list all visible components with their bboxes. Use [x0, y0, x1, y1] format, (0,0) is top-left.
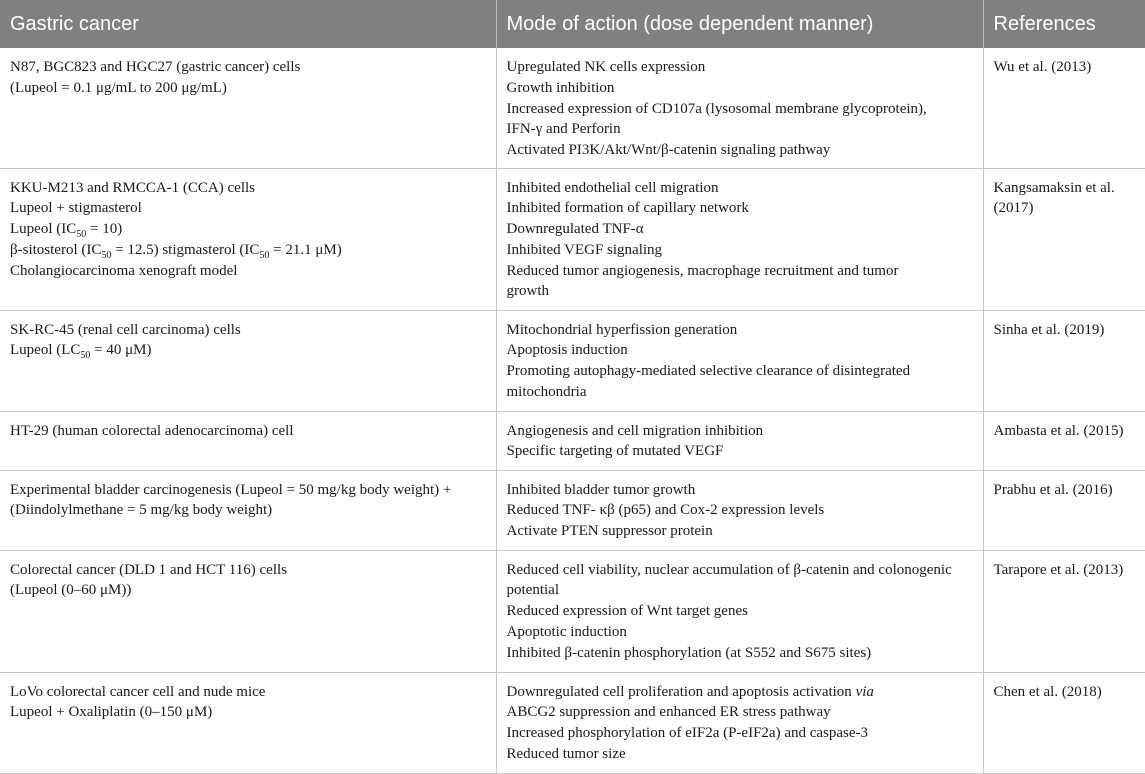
mode-line: Downregulated cell proliferation and apoptosis activation via — [506, 683, 874, 700]
reference-line: Wu et al. (2013) — [993, 59, 1092, 75]
mode-line: Promoting autophagy-mediated selective clearance of disintegrated — [506, 363, 911, 380]
mode-line: Inhibited bladder tumor growth — [506, 481, 696, 498]
table-row — [0, 672, 1145, 773]
mode-line: Downregulated TNF-α — [506, 221, 644, 238]
cancer-line: LoVo colorectal cancer cell and nude mice — [10, 683, 266, 700]
table-row — [0, 48, 1145, 168]
reference-line: Ambasta et al. (2015) — [993, 422, 1124, 439]
cancer-cell — [0, 48, 496, 168]
reference-cell — [983, 470, 1145, 550]
cancer-line: N87, BGC823 and HGC27 (gastric cancer) cells — [10, 59, 301, 75]
mode-line: growth — [506, 283, 549, 300]
mode-line: Activated PI3K/Akt/Wnt/β-catenin signaling pathway — [506, 142, 831, 159]
table-row — [0, 310, 1145, 411]
mode-line: Reduced tumor angiogenesis, macrophage recruitment and tumor — [506, 262, 899, 279]
table-row — [0, 411, 1145, 470]
cancer-line: Lupeol $(IC_{50} = 10)$ — [10, 221, 123, 241]
reference-cell — [983, 310, 1145, 411]
cancer-line: SK-RC-45 (renal cell carcinoma) cells — [10, 321, 241, 338]
mode-line: ABCG2 suppression and enhanced ER stress pathway — [506, 704, 831, 721]
header-row — [0, 0, 1145, 48]
reference-line: Chen et al. (2018) — [993, 683, 1102, 700]
cancer-cell — [0, 310, 496, 411]
mode-cell — [496, 168, 983, 310]
cancer-line: (Lupeol (0–60 μM)) — [10, 582, 132, 599]
reference-line: (2017) — [993, 200, 1034, 217]
cancer-line: (Diindolylmethane = 5 mg/kg body weight) — [10, 502, 273, 519]
cancer-cell — [0, 550, 496, 672]
mode-cell — [496, 310, 983, 411]
reference-cell — [983, 168, 1145, 310]
mode-cell — [496, 672, 983, 773]
header-gastric-cancer: Gastric cancer — [0, 0, 496, 48]
mode-line: Reduced cell viability, nuclear accumulation of β-catenin and colonogenic — [506, 561, 952, 578]
mode-cell — [496, 48, 983, 168]
cancer-line: Experimental bladder carcinogenesis (Lupeol = 50 mg/kg body weight) + — [10, 481, 452, 498]
cancer-line: (Lupeol = 0.1 μg/mL to 200 μg/mL) — [10, 79, 227, 96]
mode-cell — [496, 470, 983, 550]
cancer-line: β-sitosterol $(IC_{50} = 12.5)$ stigmasterol ($IC_{50} = 21.1$ μM) — [10, 241, 342, 261]
mode-line: Reduced expression of Wnt target genes — [506, 603, 748, 620]
mode-line: IFN-γ and Perforin — [506, 121, 621, 138]
cancer-line: Lupeol + stigmasterol — [10, 200, 142, 217]
mode-line: Inhibited β-catenin phosphorylation (at S552 and S675 sites) — [506, 644, 872, 661]
mode-line: Angiogenesis and cell migration inhibition — [506, 422, 764, 439]
header-references: References — [983, 0, 1145, 48]
cancer-cell — [0, 168, 496, 310]
cancer-line: Colorectal cancer (DLD 1 and HCT 116) cells — [10, 561, 287, 578]
reference-cell — [983, 550, 1145, 672]
reference-line: Sinha et al. (2019) — [993, 321, 1105, 338]
cancer-line: Lupeol + Oxaliplatin (0–150 μM) — [10, 704, 213, 721]
header-mode-of-action: Mode of action (dose dependent manner) — [496, 0, 983, 48]
mode-line: Reduced tumor size — [506, 745, 626, 762]
cancer-line: Lupeol ($LC_{50} = 40$ μM) — [10, 342, 152, 362]
reference-cell — [983, 411, 1145, 470]
cancer-cell — [0, 470, 496, 550]
mode-line: Reduced TNF- κβ (p65) and Cox-2 expression levels — [506, 502, 825, 519]
cancer-cell — [0, 411, 496, 470]
mode-line: Specific targeting of mutated VEGF — [506, 443, 724, 460]
mode-cell — [496, 411, 983, 470]
mode-line: Activate PTEN suppressor protein — [506, 523, 713, 540]
reference-cell — [983, 48, 1145, 168]
table-row — [0, 550, 1145, 672]
mode-line: Inhibited VEGF signaling — [506, 241, 663, 258]
mode-cell — [496, 550, 983, 672]
mode-line: Apoptotic induction — [506, 623, 627, 640]
reference-line: Tarapore et al. (2013) — [993, 561, 1124, 578]
mode-line: Increased expression of CD107a (lysosomal membrane glycoprotein), — [506, 100, 927, 117]
mode-line: Upregulated NK cells expression — [506, 59, 706, 75]
cancer-line: KKU-M213 and RMCCA-1 (CCA) cells — [10, 179, 255, 196]
table-row — [0, 168, 1145, 310]
table-row — [0, 470, 1145, 550]
reference-line: Kangsamaksin et al. — [993, 179, 1115, 196]
mode-line: Mitochondrial hyperfission generation — [506, 321, 738, 338]
cancer-line: Cholangiocarcinoma xenograft model — [10, 262, 238, 279]
mode-line: Growth inhibition — [506, 79, 615, 96]
mode-line: potential — [506, 582, 559, 599]
mode-line: Inhibited formation of capillary network — [506, 200, 749, 217]
mode-line: Increased phosphorylation of eIF2a (P-eIF2a) and caspase-3 — [506, 725, 869, 742]
cancer-line: HT-29 (human colorectal adenocarcinoma) cell — [10, 422, 294, 439]
reference-line: Prabhu et al. (2016) — [993, 481, 1113, 498]
mode-line: Apoptosis induction — [506, 342, 628, 359]
reference-cell — [983, 672, 1145, 773]
cancer-cell — [0, 672, 496, 773]
mode-line: mitochondria — [506, 383, 587, 400]
mode-line: Inhibited endothelial cell migration — [506, 179, 719, 196]
